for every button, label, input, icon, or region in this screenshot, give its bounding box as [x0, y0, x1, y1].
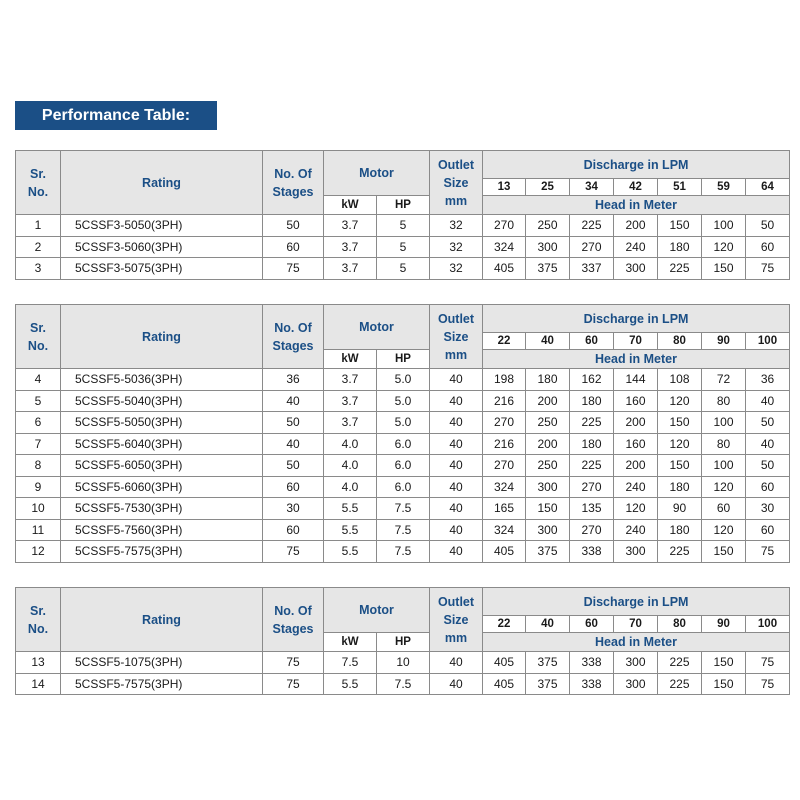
table-cell: 337: [570, 258, 614, 280]
table-cell: 240: [614, 519, 658, 541]
table-cell: 40: [746, 433, 790, 455]
header-lpm-value: 70: [614, 616, 658, 633]
header-lpm-value: 40: [526, 616, 570, 633]
performance-table-1: [15, 150, 800, 280]
header-lpm-value: 42: [614, 179, 658, 196]
table-cell: 240: [614, 476, 658, 498]
table-cell: 270: [483, 215, 526, 237]
header-lpm-value: 100: [746, 616, 790, 633]
table-cell: 150: [702, 673, 746, 695]
table-cell: 12: [16, 541, 61, 563]
table-cell: 270: [483, 412, 526, 434]
table-cell: 40: [430, 390, 483, 412]
table-row: [16, 236, 800, 258]
rating-cell: 5CSSF5-6060(3PH): [61, 476, 263, 498]
header-lpm-value: 60: [570, 333, 614, 350]
table-cell: 72: [702, 369, 746, 391]
header-lpm-value: 70: [614, 333, 658, 350]
header-lpm-value: 51: [658, 179, 702, 196]
header-motor: Motor: [324, 588, 430, 633]
table-cell: 13: [16, 652, 61, 674]
table-cell: 300: [614, 258, 658, 280]
header-lpm-value: 22: [483, 616, 526, 633]
table-cell: 225: [658, 673, 702, 695]
table-cell: 225: [658, 541, 702, 563]
header-discharge: Discharge in LPM: [483, 305, 790, 333]
table-cell: 5.0: [377, 390, 430, 412]
table-row: [16, 258, 800, 280]
header-row-1: [16, 151, 800, 179]
table-cell: 4: [16, 369, 61, 391]
table-row: [16, 390, 800, 412]
table-cell: 7: [16, 433, 61, 455]
table-row: [16, 215, 800, 237]
table-cell: 80: [702, 433, 746, 455]
header-lpm-value: 13: [483, 179, 526, 196]
table-cell: 200: [526, 433, 570, 455]
table-cell: 3.7: [324, 236, 377, 258]
table-cell: 324: [483, 236, 526, 258]
table-cell: 3.7: [324, 215, 377, 237]
header-hp: HP: [377, 633, 430, 652]
table-cell: 36: [746, 369, 790, 391]
table-cell: 6.0: [377, 455, 430, 477]
table-cell: 6.0: [377, 433, 430, 455]
table-cell: 50: [746, 455, 790, 477]
table-cell: 120: [702, 236, 746, 258]
table-cell: 300: [526, 236, 570, 258]
table-cell: 270: [570, 476, 614, 498]
page-title: Performance Table:: [15, 101, 217, 130]
header-lpm-value: 40: [526, 333, 570, 350]
header-discharge: Discharge in LPM: [483, 151, 790, 179]
table-cell: 375: [526, 541, 570, 563]
header-motor: Motor: [324, 305, 430, 350]
table-cell: 40: [263, 390, 324, 412]
table-cell: 7.5: [377, 673, 430, 695]
table-cell: 338: [570, 652, 614, 674]
table-cell: 5.0: [377, 369, 430, 391]
table-cell: 40: [430, 652, 483, 674]
header-lpm-value: 25: [526, 179, 570, 196]
table-cell: 8: [16, 455, 61, 477]
table-cell: 75: [263, 652, 324, 674]
table-cell: 216: [483, 390, 526, 412]
table-cell: 300: [614, 541, 658, 563]
table-cell: 30: [746, 498, 790, 520]
table-cell: 250: [526, 455, 570, 477]
table-cell: 60: [702, 498, 746, 520]
table-cell: 7.5: [377, 541, 430, 563]
table-cell: 6.0: [377, 476, 430, 498]
table-cell: 108: [658, 369, 702, 391]
header-stages: No. Of Stages: [263, 305, 324, 369]
rating-cell: 5CSSF3-5075(3PH): [61, 258, 263, 280]
header-stages: No. Of Stages: [263, 588, 324, 652]
table-cell: 50: [746, 412, 790, 434]
table-cell: 50: [263, 215, 324, 237]
rating-cell: 5CSSF5-5040(3PH): [61, 390, 263, 412]
header-lpm-value: 64: [746, 179, 790, 196]
table-cell: 5.5: [324, 519, 377, 541]
header-sr-no: Sr. No.: [16, 151, 61, 215]
rating-cell: 5CSSF3-5060(3PH): [61, 236, 263, 258]
table-cell: 11: [16, 519, 61, 541]
rating-cell: 5CSSF5-7575(3PH): [61, 541, 263, 563]
table-cell: 300: [526, 519, 570, 541]
table-cell: 165: [483, 498, 526, 520]
table-row: [16, 369, 800, 391]
table-cell: 120: [702, 476, 746, 498]
header-stages: No. Of Stages: [263, 151, 324, 215]
table-cell: 6: [16, 412, 61, 434]
header-row-1: [16, 305, 800, 333]
header-sr-no: Sr. No.: [16, 588, 61, 652]
header-head: Head in Meter: [483, 350, 790, 369]
table-cell: 120: [658, 390, 702, 412]
table-cell: 75: [263, 673, 324, 695]
table-cell: 120: [658, 433, 702, 455]
header-rating: Rating: [61, 588, 263, 652]
table-row: [16, 519, 800, 541]
table-cell: 135: [570, 498, 614, 520]
table-cell: 200: [614, 412, 658, 434]
table-cell: 10: [377, 652, 430, 674]
table-cell: 30: [263, 498, 324, 520]
table-cell: 5: [377, 215, 430, 237]
header-outlet: Outlet Size mm: [430, 588, 483, 652]
table-cell: 200: [614, 455, 658, 477]
table-cell: 324: [483, 519, 526, 541]
table-cell: 75: [746, 652, 790, 674]
rating-cell: 5CSSF5-7530(3PH): [61, 498, 263, 520]
header-lpm-value: 80: [658, 333, 702, 350]
table-cell: 60: [263, 236, 324, 258]
table-cell: 5: [377, 258, 430, 280]
table-cell: 75: [263, 541, 324, 563]
table-cell: 40: [430, 433, 483, 455]
table-cell: 150: [702, 258, 746, 280]
table-cell: 225: [658, 652, 702, 674]
table-cell: 7.5: [324, 652, 377, 674]
table-cell: 40: [430, 455, 483, 477]
table-cell: 4.0: [324, 455, 377, 477]
table-cell: 160: [614, 390, 658, 412]
table-cell: 4.0: [324, 476, 377, 498]
table-cell: 32: [430, 215, 483, 237]
header-outlet: Outlet Size mm: [430, 151, 483, 215]
table-cell: 180: [658, 519, 702, 541]
header-head: Head in Meter: [483, 633, 790, 652]
table-cell: 375: [526, 652, 570, 674]
header-lpm-value: 60: [570, 616, 614, 633]
table-cell: 40: [430, 412, 483, 434]
table-cell: 9: [16, 476, 61, 498]
table-cell: 3.7: [324, 369, 377, 391]
header-rating: Rating: [61, 151, 263, 215]
table-cell: 240: [614, 236, 658, 258]
table-cell: 40: [430, 541, 483, 563]
table-row: [16, 412, 800, 434]
header-motor: Motor: [324, 151, 430, 196]
table-row: [16, 433, 800, 455]
table-cell: 300: [614, 673, 658, 695]
table-cell: 300: [526, 476, 570, 498]
table-cell: 225: [658, 258, 702, 280]
header-rating: Rating: [61, 305, 263, 369]
table-cell: 40: [430, 673, 483, 695]
table-cell: 4.0: [324, 433, 377, 455]
table-cell: 100: [702, 412, 746, 434]
table-cell: 150: [702, 652, 746, 674]
table-cell: 375: [526, 258, 570, 280]
table-cell: 5: [377, 236, 430, 258]
table-cell: 180: [658, 476, 702, 498]
header-kw: kW: [324, 196, 377, 215]
table-cell: 405: [483, 652, 526, 674]
table-cell: 225: [570, 215, 614, 237]
table-cell: 40: [746, 390, 790, 412]
table-cell: 200: [614, 215, 658, 237]
table-cell: 3.7: [324, 412, 377, 434]
table-cell: 100: [702, 215, 746, 237]
table-cell: 270: [483, 455, 526, 477]
rating-cell: 5CSSF5-1075(3PH): [61, 652, 263, 674]
table-cell: 100: [702, 455, 746, 477]
header-sr-no: Sr. No.: [16, 305, 61, 369]
rating-cell: 5CSSF5-6050(3PH): [61, 455, 263, 477]
table-cell: 60: [263, 476, 324, 498]
table-cell: 3.7: [324, 390, 377, 412]
table-cell: 216: [483, 433, 526, 455]
table-cell: 50: [263, 412, 324, 434]
header-lpm-value: 59: [702, 179, 746, 196]
table-cell: 150: [526, 498, 570, 520]
table-cell: 5.5: [324, 498, 377, 520]
table-cell: 1: [16, 215, 61, 237]
table-cell: 338: [570, 673, 614, 695]
header-lpm-value: 90: [702, 333, 746, 350]
table-cell: 32: [430, 236, 483, 258]
rating-cell: 5CSSF5-7560(3PH): [61, 519, 263, 541]
header-hp: HP: [377, 196, 430, 215]
rating-cell: 5CSSF5-5050(3PH): [61, 412, 263, 434]
table-cell: 5: [16, 390, 61, 412]
table-cell: 7.5: [377, 498, 430, 520]
table-cell: 180: [570, 433, 614, 455]
table-row: [16, 541, 800, 563]
rating-cell: 5CSSF3-5050(3PH): [61, 215, 263, 237]
table-cell: 225: [570, 412, 614, 434]
table-cell: 405: [483, 258, 526, 280]
table-cell: 40: [430, 476, 483, 498]
table-cell: 32: [430, 258, 483, 280]
performance-table-2: [15, 304, 800, 563]
table-cell: 75: [746, 673, 790, 695]
table-row: [16, 476, 800, 498]
rating-cell: 5CSSF5-6040(3PH): [61, 433, 263, 455]
table-cell: 90: [658, 498, 702, 520]
header-hp: HP: [377, 350, 430, 369]
table-cell: 3: [16, 258, 61, 280]
table-row: [16, 455, 800, 477]
table-cell: 180: [526, 369, 570, 391]
header-kw: kW: [324, 633, 377, 652]
table-cell: 338: [570, 541, 614, 563]
table-cell: 120: [614, 498, 658, 520]
table-cell: 10: [16, 498, 61, 520]
table-cell: 60: [746, 476, 790, 498]
table-row: [16, 652, 800, 674]
header-lpm-value: 22: [483, 333, 526, 350]
table-cell: 160: [614, 433, 658, 455]
table-cell: 40: [430, 519, 483, 541]
table-cell: 150: [658, 412, 702, 434]
header-head: Head in Meter: [483, 196, 790, 215]
table-cell: 150: [658, 215, 702, 237]
table-cell: 40: [430, 498, 483, 520]
table-cell: 300: [614, 652, 658, 674]
header-kw: kW: [324, 350, 377, 369]
header-lpm-value: 80: [658, 616, 702, 633]
header-outlet: Outlet Size mm: [430, 305, 483, 369]
table-cell: 3.7: [324, 258, 377, 280]
table-cell: 225: [570, 455, 614, 477]
table-cell: 40: [430, 369, 483, 391]
table-cell: 5.5: [324, 673, 377, 695]
table-cell: 75: [263, 258, 324, 280]
table-cell: 270: [570, 236, 614, 258]
table-cell: 120: [702, 519, 746, 541]
table-cell: 150: [702, 541, 746, 563]
table-cell: 50: [263, 455, 324, 477]
rating-cell: 5CSSF5-5036(3PH): [61, 369, 263, 391]
table-cell: 162: [570, 369, 614, 391]
table-cell: 270: [570, 519, 614, 541]
table-row: [16, 673, 800, 695]
table-cell: 14: [16, 673, 61, 695]
header-lpm-value: 34: [570, 179, 614, 196]
header-lpm-value: 100: [746, 333, 790, 350]
table-row: [16, 498, 800, 520]
table-cell: 180: [658, 236, 702, 258]
table-cell: 5.0: [377, 412, 430, 434]
rating-cell: 5CSSF5-7575(3PH): [61, 673, 263, 695]
table-cell: 375: [526, 673, 570, 695]
header-lpm-value: 90: [702, 616, 746, 633]
table-cell: 75: [746, 541, 790, 563]
table-cell: 250: [526, 412, 570, 434]
table-cell: 250: [526, 215, 570, 237]
table-cell: 40: [263, 433, 324, 455]
table-cell: 7.5: [377, 519, 430, 541]
header-row-1: [16, 588, 800, 616]
table-cell: 80: [702, 390, 746, 412]
table-cell: 60: [746, 519, 790, 541]
table-cell: 324: [483, 476, 526, 498]
table-cell: 2: [16, 236, 61, 258]
table-cell: 75: [746, 258, 790, 280]
table-cell: 50: [746, 215, 790, 237]
table-cell: 200: [526, 390, 570, 412]
table-cell: 60: [746, 236, 790, 258]
table-cell: 198: [483, 369, 526, 391]
table-cell: 144: [614, 369, 658, 391]
table-cell: 5.5: [324, 541, 377, 563]
performance-table-3: [15, 587, 800, 695]
table-cell: 405: [483, 541, 526, 563]
table-cell: 180: [570, 390, 614, 412]
table-cell: 36: [263, 369, 324, 391]
table-cell: 150: [658, 455, 702, 477]
header-discharge: Discharge in LPM: [483, 588, 790, 616]
table-cell: 60: [263, 519, 324, 541]
table-cell: 405: [483, 673, 526, 695]
